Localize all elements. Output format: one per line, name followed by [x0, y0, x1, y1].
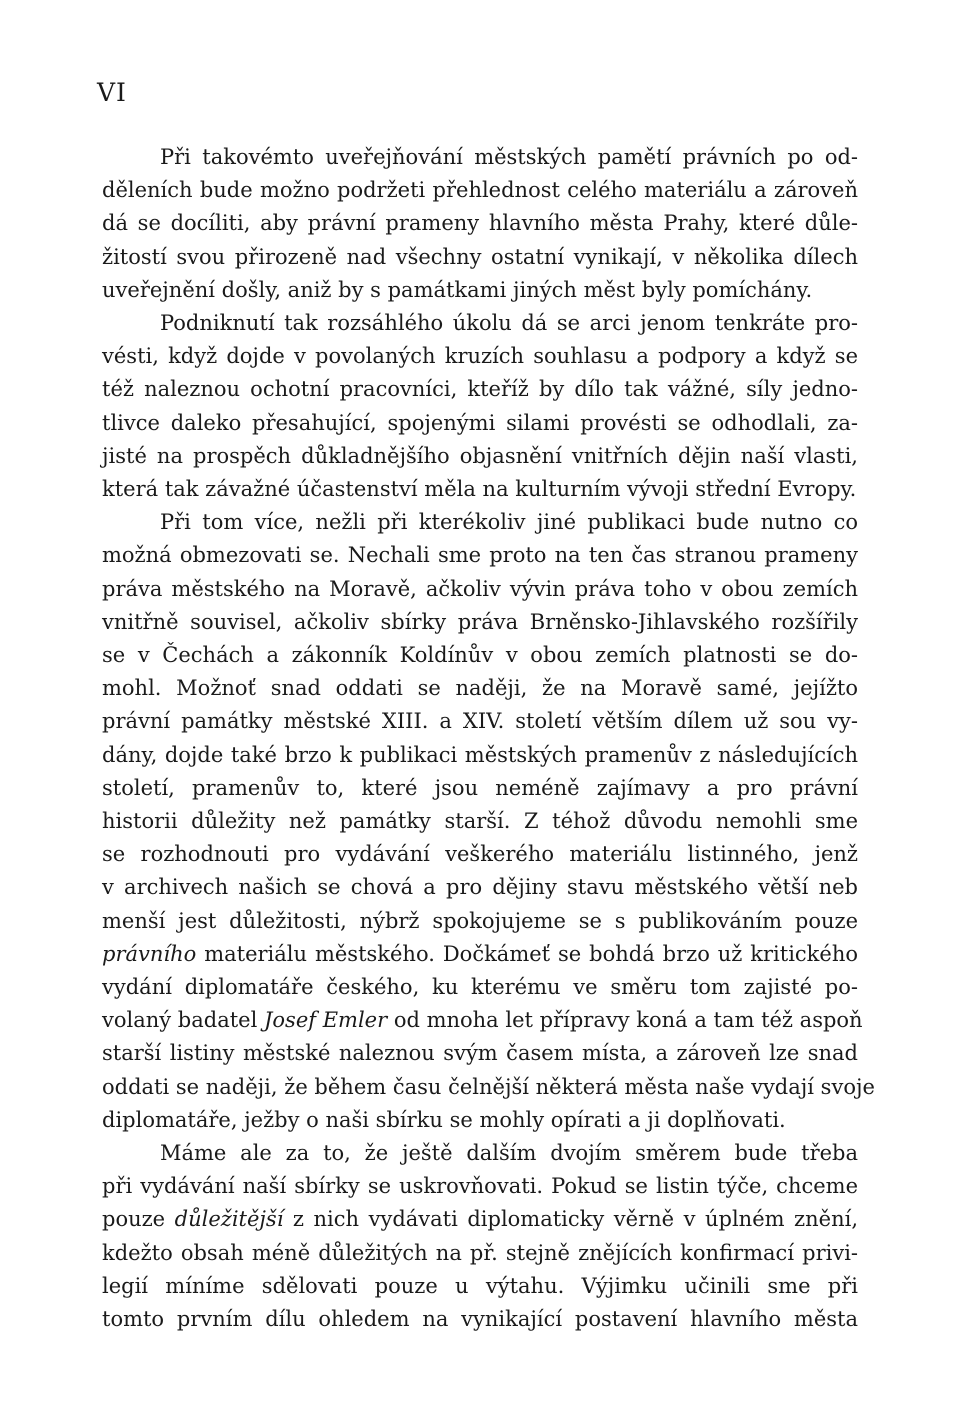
- text-line: dá se docíliti, aby právní prameny hlavního města Prahy, které důle-: [102, 211, 858, 236]
- text-line: při vydávání naší sbírky se uskrovňovati. Pokud se listin týče, chceme: [102, 1174, 858, 1199]
- text-line: se v Čechách a zákonník Koldínův v obou zemích platnosti se do-: [102, 643, 858, 667]
- text-line: diplomatáře, ježby o naši sbírku se mohly opírati a ji doplňovati.: [102, 1107, 786, 1132]
- text-line: uveřejnění došly, aniž by s památkami jiných měst byly pomíchány.: [102, 277, 813, 302]
- text-line: vydání diplomatáře českého, ku kterému ve směru tom zajisté po-: [102, 975, 858, 999]
- text-line: vnitřně souvisel, ačkoliv sbírky práva Brněnsko-Jihlavského rozšířily: [102, 609, 858, 634]
- text-line: právního materiálu městského. Dočkámeť se bohdá brzo už kritického: [102, 941, 858, 966]
- text-line: Při tom více, nežli při kterékoliv jiné publikaci bude nutno co: [160, 510, 858, 535]
- text-line: dány, dojde také brzo k publikaci městských pramenův z následujících: [102, 742, 858, 767]
- text-line: století, pramenův to, které jsou neméně zajímavy a pro právní: [102, 775, 858, 800]
- text-line: práva městského na Moravě, ačkoliv vývin práva toho v obou zemích: [102, 576, 858, 601]
- text-line: Při takovémto uveřejňování městských pamětí právních po od-: [160, 145, 858, 169]
- text-line: tlivce daleko přesahující, spojenými silami provésti se odhodlali, za-: [102, 410, 858, 435]
- text-line: žitostí svou přirozeně nad všechny ostatní vynikají, v několika dílech: [102, 244, 858, 269]
- text-line: možná obmezovati se. Nechali sme proto na ten čas stranou prameny: [102, 543, 858, 568]
- text-line: pouze důležitější z nich vydávati diplomaticky věrně v úplném znění,: [102, 1207, 858, 1232]
- text-line: mohl. Možnoť snad oddati se naději, že na Moravě samé, jejížto: [102, 676, 858, 701]
- text-line: v archivech našich se chová a pro dějiny stavu městského větší neb: [102, 875, 858, 900]
- text-line: děleních bude možno podržeti přehlednost celého materiálu a zároveň: [102, 178, 858, 203]
- text-line: též naleznou ochotní pracovníci, kteříž by dílo tak vážné, síly jedno-: [102, 377, 858, 402]
- page-number: VI: [97, 78, 127, 107]
- text-line: tomto prvním dílu ohledem na vynikající postavení hlavního města: [102, 1307, 858, 1331]
- text-line: Podniknutí tak rozsáhlého úkolu dá se arci jenom tenkráte pro-: [160, 311, 858, 335]
- text-line: jisté na prospěch důkladnějšího objasnění vnitřních dějin naší vlasti,: [102, 443, 858, 468]
- text-line: starší listiny městské naleznou svým časem místa, a zároveň lze snad: [102, 1041, 858, 1066]
- text-line: se rozhodnouti pro vydávání veškerého materiálu listinného, jenž: [102, 842, 858, 867]
- text-line: legií míníme sdělovati pouze u výtahu. Výjimku učinili sme při: [102, 1273, 858, 1298]
- text-line: právní památky městské XIII. a XIV. století větším dílem už sou vy-: [102, 709, 858, 734]
- text-line: která tak závažné účastenství měla na kulturním vývoji střední Evropy.: [102, 477, 857, 501]
- text-line: Máme ale za to, že ještě dalším dvojím směrem bude třeba: [160, 1141, 858, 1165]
- text-line: vésti, když dojde v povolaných kruzích souhlasu a podpory a když se: [102, 344, 858, 369]
- text-line: oddati se naději, že během času čelnější některá města naše vydají svoje: [102, 1074, 875, 1099]
- text-line: historii důležity než památky starší. Z téhož důvodu nemohli sme: [102, 809, 858, 833]
- text-line: menší jest důležitosti, nýbrž spokojujeme se s publikováním pouze: [102, 908, 858, 933]
- text-line: volaný badatel Josef Emler od mnoha let přípravy koná a tam též aspoň: [102, 1008, 863, 1033]
- text-line: kdežto obsah méně důležitých na př. stejně znějících konfirmací privi-: [102, 1240, 858, 1265]
